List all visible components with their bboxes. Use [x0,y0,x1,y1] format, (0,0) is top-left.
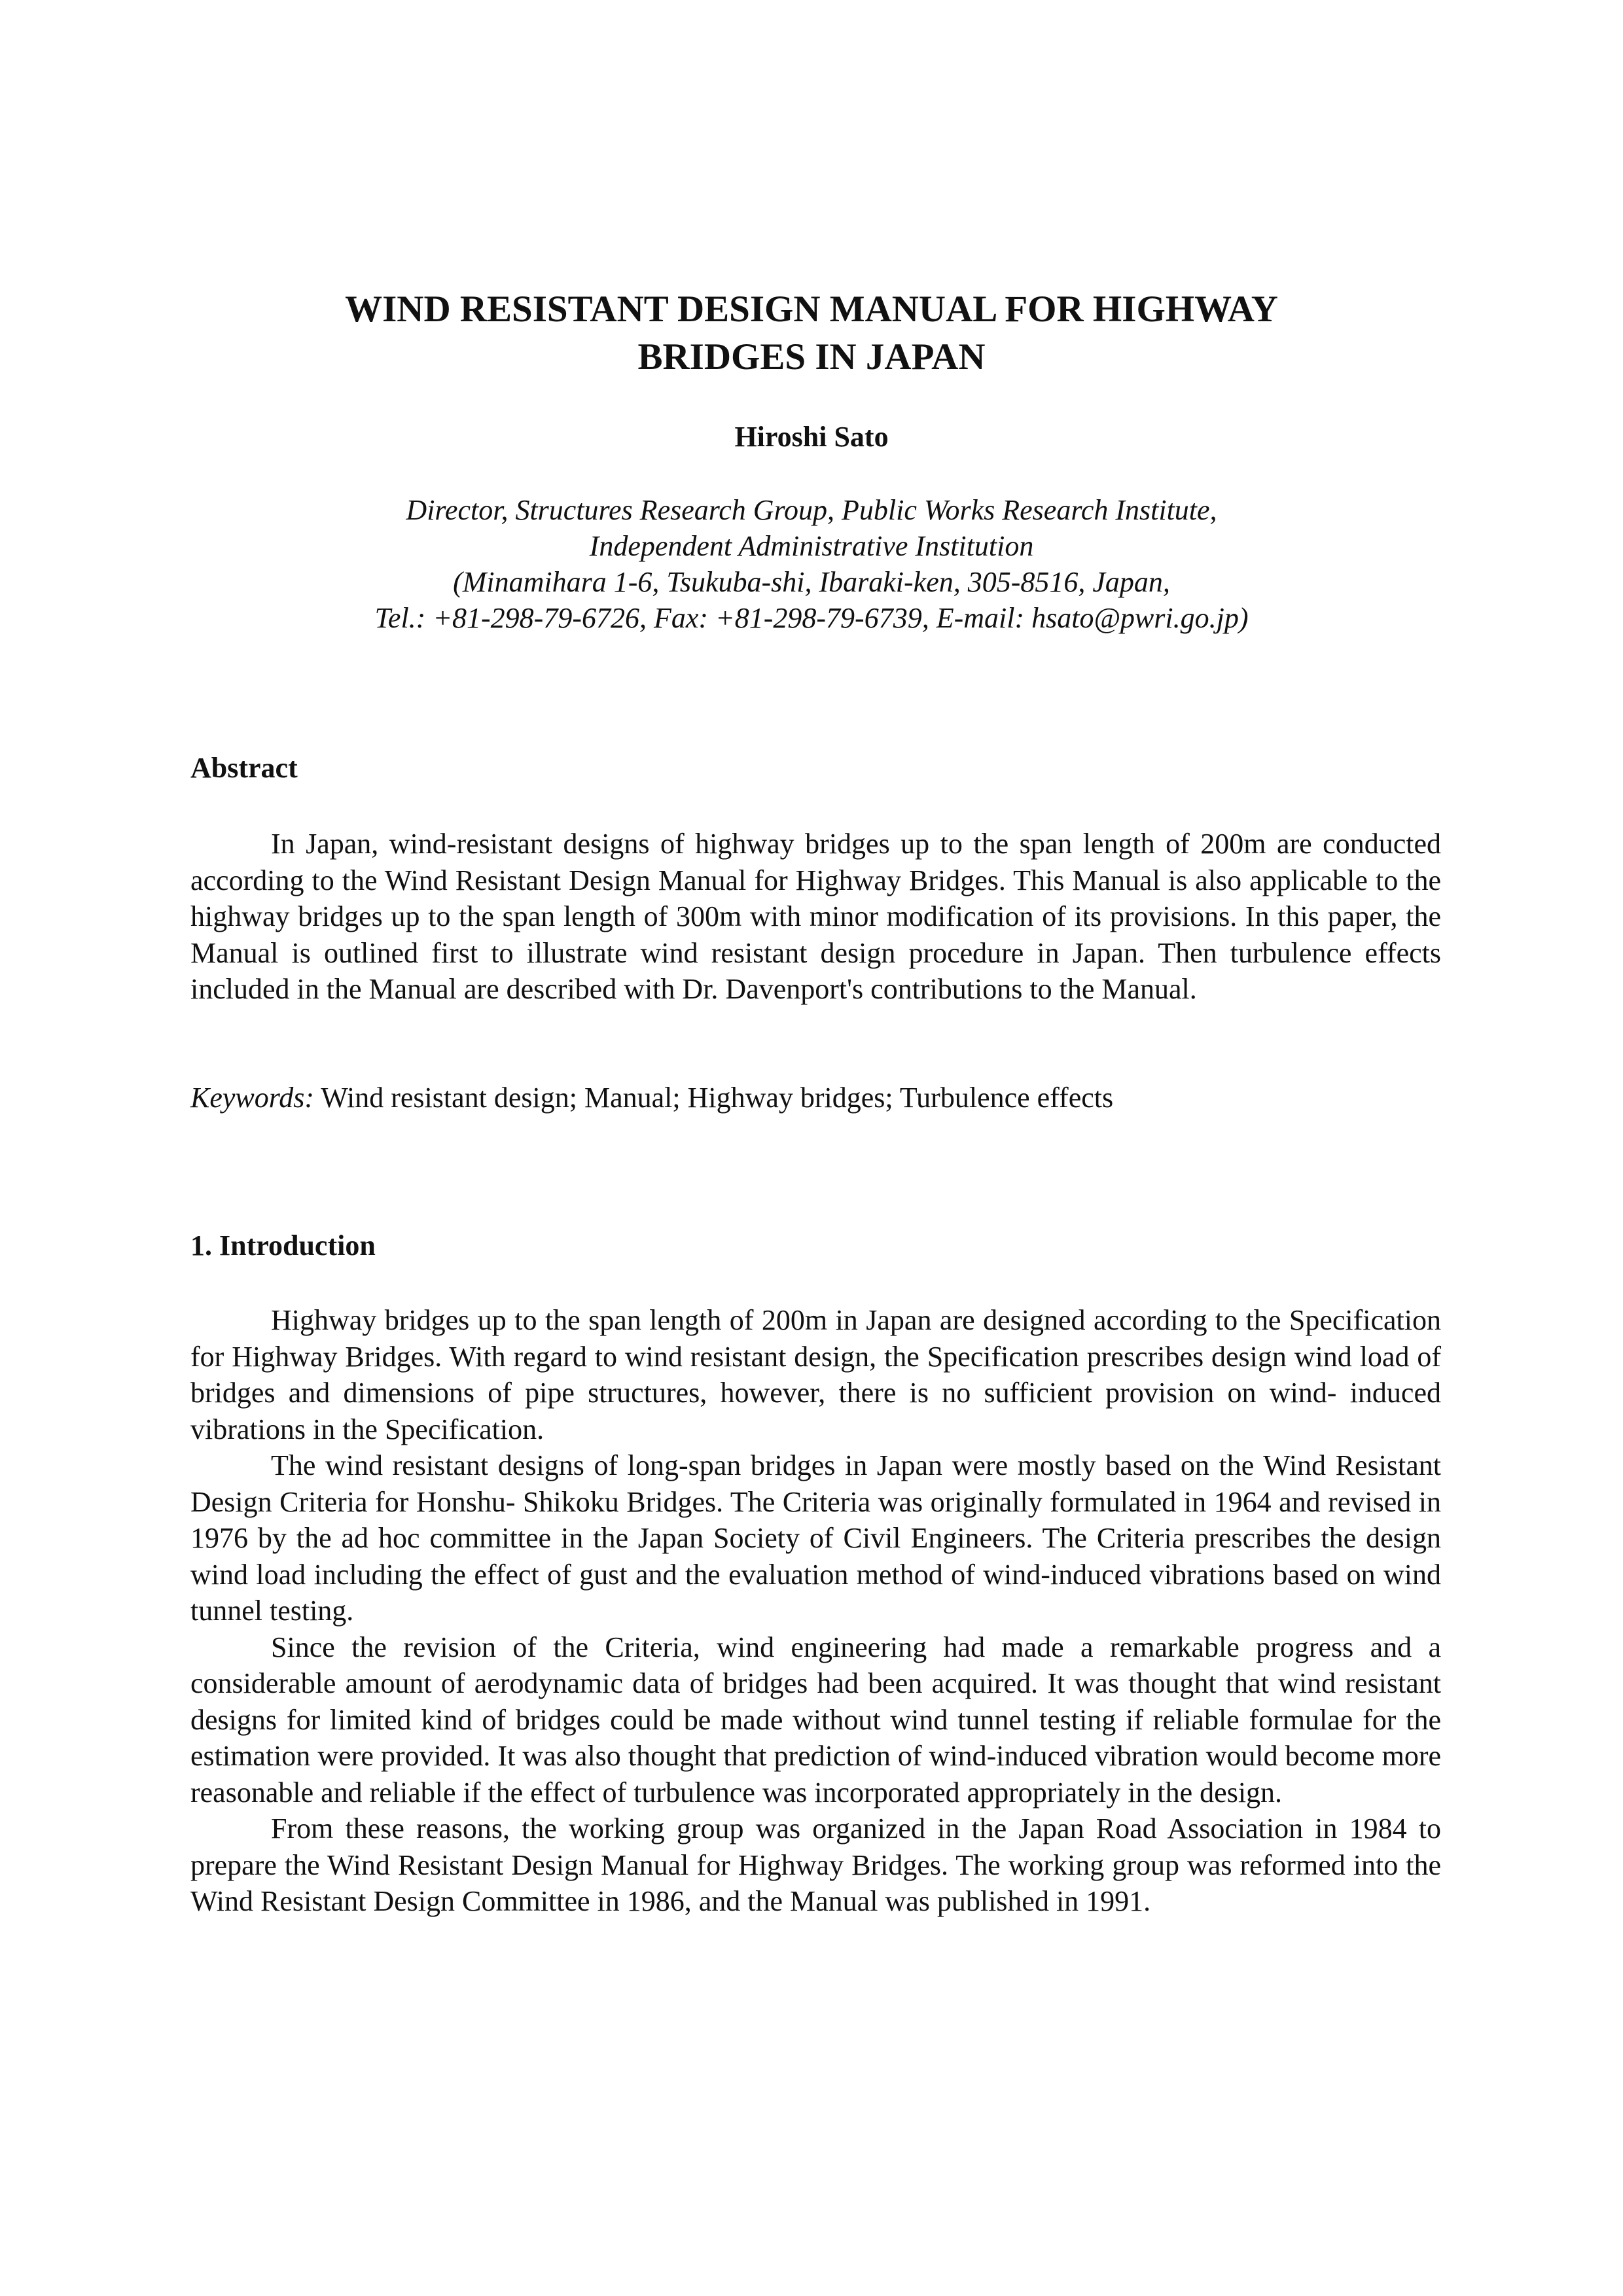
paper-title [196,285,1427,381]
introduction-paragraph-1: Highway bridges up to the span length of 200m in Japan are designed according to the Specification for Highway Bridges. With regard to wind resistant design, the Specification prescribes design wind load of bridges and dimensions of pipe structures, however, there is no sufficient provision on wind- induced vibrations in the Specification. [190,1304,1441,1445]
introduction-paragraph-3: Since the revision of the Criteria, wind engineering had made a remarkable progress and a considerable amount of aerodynamic data of bridges had been acquired. It was thought that wind resistant designs for limited kind of bridges could be made without wind tunnel testing if reliable formulae for the estimation were provided. It was also thought that prediction of wind-induced vibration would become more reasonable and reliable if the effect of turbulence was incorporated appropriately in the design. [190,1631,1441,1809]
introduction-paragraph-4: From these reasons, the working group was organized in the Japan Road Association in 1984 to prepare the Wind Resistant Design Manual for Highway Bridges. The working group was reformed into the Wind Resistant Design Committee in 1986, and the Manual was published in 1991. [190,1812,1441,1917]
abstract-heading: Abstract [190,752,298,784]
affiliation-line-4: Tel.: +81-298-79-6726, Fax: +81-298-79-6739, E-mail: hsato@pwri.go.jp) [374,602,1249,634]
affiliation-line-1: Director, Structures Research Group, Public Works Research Institute, [406,494,1217,526]
introduction-body [190,1302,1441,1920]
author-name: Hiroshi Sato [734,421,889,453]
affiliation-line-3: (Minamihara 1-6, Tsukuba-shi, Ibaraki-ken, 305-8516, Japan, [453,566,1170,598]
abstract-body [190,826,1441,1008]
author-affiliation [196,492,1427,636]
keywords-label: Keywords: [190,1082,315,1114]
introduction-paragraph-2: The wind resistant designs of long-span bridges in Japan were mostly based on the Wind Resistant Design Criteria for Honshu- Shikoku Bridges. The Criteria was originally formulated in 1964 and revised in 1976 by the ad hoc committee in the Japan Society of Civil Engineers. The Criteria prescribes the design wind load including the effect of gust and the evaluation method of wind-induced vibrations based on wind tunnel testing. [190,1449,1441,1627]
keywords-text: Wind resistant design; Manual; Highway bridges; Turbulence effects [314,1082,1114,1114]
paper-title-line-1: WIND RESISTANT DESIGN MANUAL FOR HIGHWAY [345,289,1278,330]
affiliation-line-2: Independent Administrative Institution [589,530,1034,562]
introduction-heading: 1. Introduction [190,1229,376,1262]
abstract-paragraph: In Japan, wind-resistant designs of highway bridges up to the span length of 200m are conducted according to the Wind Resistant Design Manual for Highway Bridges. This Manual is also applicable to the highway bridges up to the span length of 300m with minor modification of its provisions. In this paper, the Manual is outlined first to illustrate wind resistant design procedure in Japan. Then turbulence effects included in the Manual are described with Dr. Davenport's contributions to the Manual. [190,828,1441,1005]
keywords-line [190,1080,1441,1116]
paper-title-line-2: BRIDGES IN JAPAN [637,336,986,378]
